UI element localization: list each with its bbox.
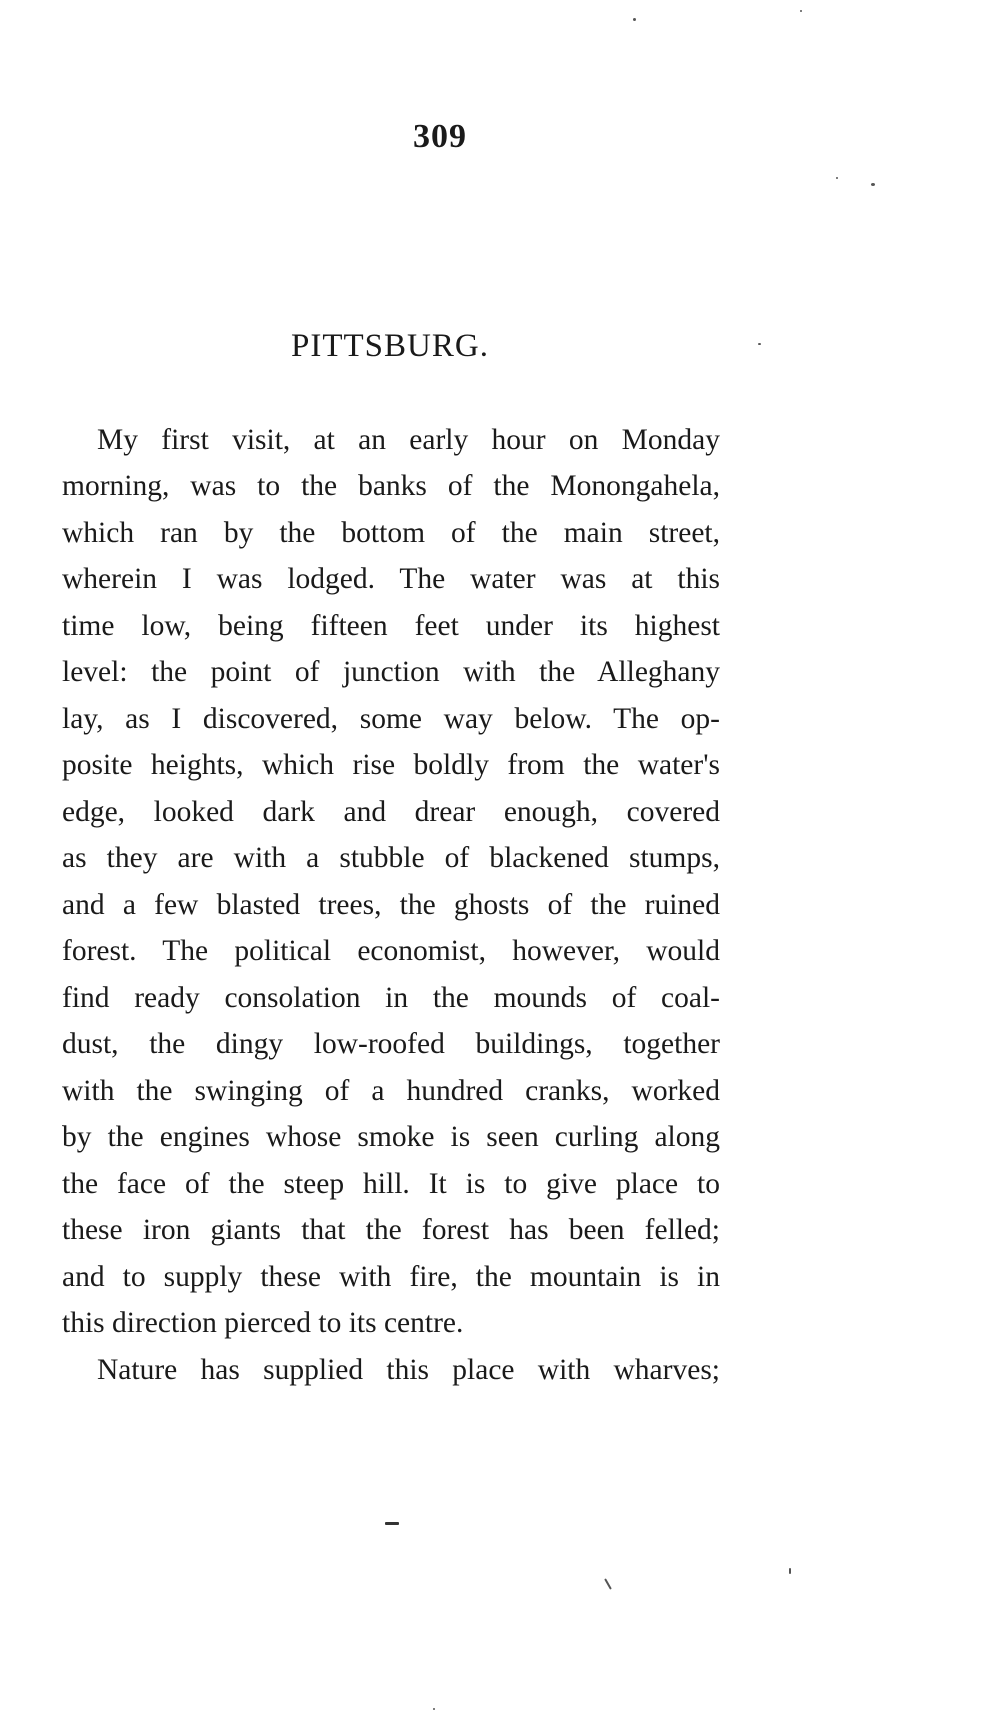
text-line: dust, the dingy low-roofed buildings, together [62, 1028, 720, 1060]
scan-speck [836, 177, 838, 179]
text-line: level: the point of junction with the Alleghany [62, 656, 720, 688]
page-number: 309 [413, 118, 467, 155]
scan-speck [789, 1568, 791, 1574]
text-line: with the swinging of a hundred cranks, worked [62, 1075, 720, 1107]
text-line: time low, being fifteen feet under its highest [62, 610, 720, 642]
text-line: posite heights, which rise boldly from the water's [62, 749, 720, 781]
scan-speck [385, 1522, 399, 1525]
text-line: Nature has supplied this place with wharves; [97, 1354, 720, 1386]
scan-speck [871, 183, 875, 186]
text-line: morning, was to the banks of the Monongahela, [62, 470, 720, 502]
text-line: and to supply these with fire, the mountain is in [62, 1261, 720, 1293]
text-line: as they are with a stubble of blackened stumps, [62, 842, 720, 874]
text-line: lay, as I discovered, some way below. The op- [62, 703, 720, 735]
scan-speck [758, 343, 761, 345]
text-line: and a few blasted trees, the ghosts of the ruined [62, 889, 720, 921]
scan-speck [433, 1708, 435, 1710]
text-line: which ran by the bottom of the main street, [62, 517, 720, 549]
text-line: My first visit, at an early hour on Monday [97, 424, 720, 456]
text-line: forest. The political economist, however, would [62, 935, 720, 967]
text-line: the face of the steep hill. It is to give place to [62, 1168, 720, 1200]
chapter-title: PITTSBURG. [291, 328, 489, 364]
text-line: find ready consolation in the mounds of coal- [62, 982, 720, 1014]
text-line: edge, looked dark and drear enough, covered [62, 796, 720, 828]
text-line: this direction pierced to its centre. [62, 1307, 464, 1339]
text-line: these iron giants that the forest has been felled; [62, 1214, 720, 1246]
scan-speck [800, 10, 802, 12]
text-line: wherein I was lodged. The water was at this [62, 563, 720, 595]
text-line: by the engines whose smoke is seen curling along [62, 1121, 720, 1153]
scan-speck [604, 1578, 612, 1589]
scan-speck [633, 18, 636, 21]
